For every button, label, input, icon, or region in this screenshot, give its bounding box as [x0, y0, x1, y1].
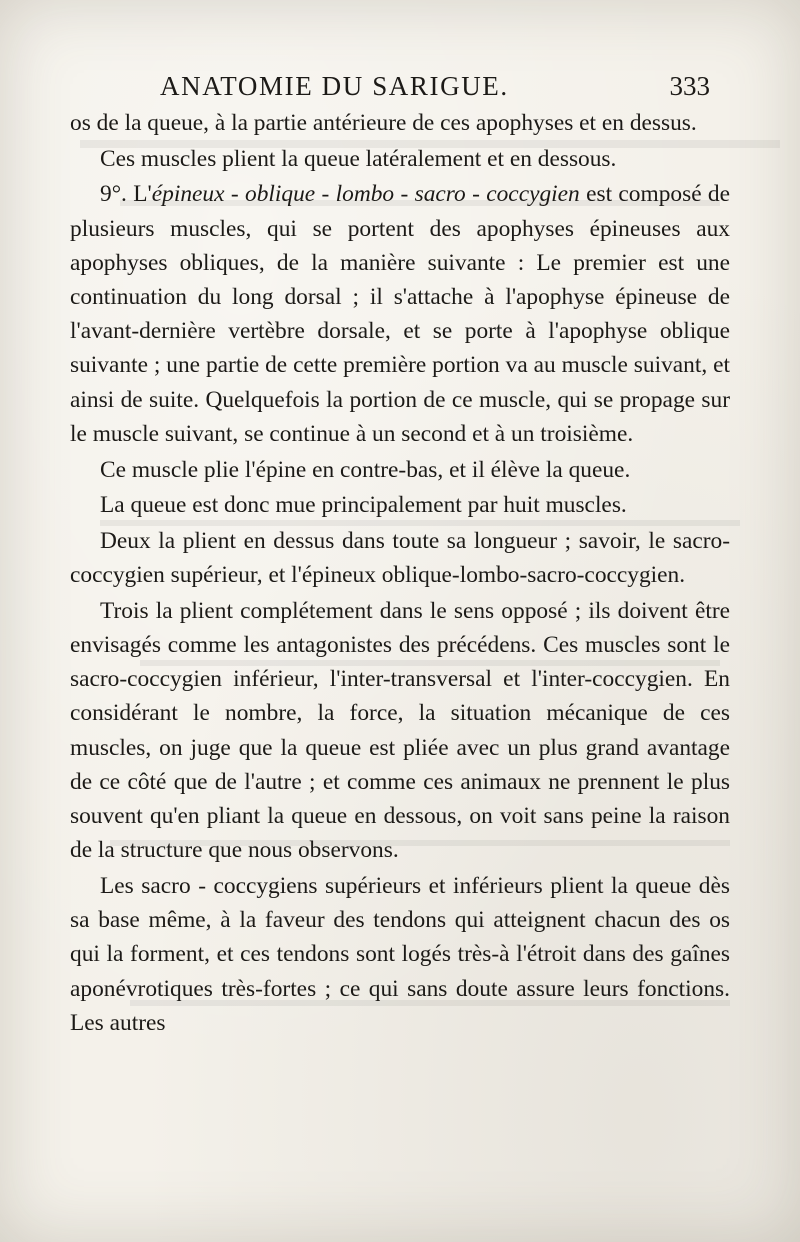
text-run: Deux la plient en dessus dans toute sa longueur ; savoir, le sacro-coccygien supérieur, et l'épineux oblique-lombo-sacro-coccygien. — [70, 527, 730, 589]
text-run: Les sacro - coccygiens supérieurs et inférieurs plient la queue dès sa base même, à la faveur des tendons qui atteignent chacun des os qui la forment, et ces tendons sont logés très-à l'étroit dans des gaînes aponévrotiques très-fortes ; ce qui sans doute assure leurs fonctions. Les autres — [70, 872, 730, 1036]
paragraph — [70, 453, 730, 487]
text-run: La queue est donc mue principalement par huit muscles. — [100, 492, 627, 519]
text-run: est composé de plusieurs muscles, qui se portent des apophyses épineuses aux apophyses obliques, de la manière suivante : Le premier est une continuation du long dorsal ; il s'attache à l'apophyse épineuse de l'avant-dernière vertèbre dorsale, et se porte à l'apophyse oblique suivante ; une partie de cette première portion va au muscle suivant, et ainsi de suite. Quelquefois la portion de ce muscle, qui se propage sur le muscle suivant, se continue à un second et à un troisième. — [70, 181, 731, 447]
text-run: 9°. L' — [100, 181, 152, 208]
paragraph — [70, 142, 730, 176]
paragraph — [70, 524, 730, 592]
running-head: ANATOMIE DU SARIGUE. — [160, 71, 509, 101]
page-header — [160, 66, 720, 106]
body-text — [70, 106, 730, 1040]
text-run: Ce muscle plie l'épine en contre-bas, et il élève la queue. — [100, 456, 631, 483]
text-run: Ces muscles plient la queue latéralement et en dessous. — [100, 145, 617, 172]
paragraph — [70, 177, 730, 451]
paragraph — [70, 488, 730, 522]
page-number: 333 — [669, 71, 710, 101]
paragraph — [70, 594, 730, 868]
text-run: Trois la plient complétement dans le sens opposé ; ils doivent être envisagés comme les antagonistes des précédens. Ces muscles sont le sacro-coccygien inférieur, l'inter-transversal et l'inter-coccygien. En considérant le nombre, la force, la situation mécanique de ces muscles, on juge que la queue est pliée avec un plus grand avantage de ce côté que de l'autre ; et comme ces animaux ne prennent le plus souvent qu'en pliant la queue en dessous, on voit sans peine la raison de la structure que nous observons. — [70, 597, 730, 864]
paragraph — [70, 869, 730, 1040]
italic-term: épineux - oblique - lombo - sacro - coccygien — [151, 181, 580, 208]
paragraph — [70, 106, 730, 140]
text-run: os de la queue, à la partie antérieure de ces apophyses et en dessus. — [70, 110, 697, 136]
